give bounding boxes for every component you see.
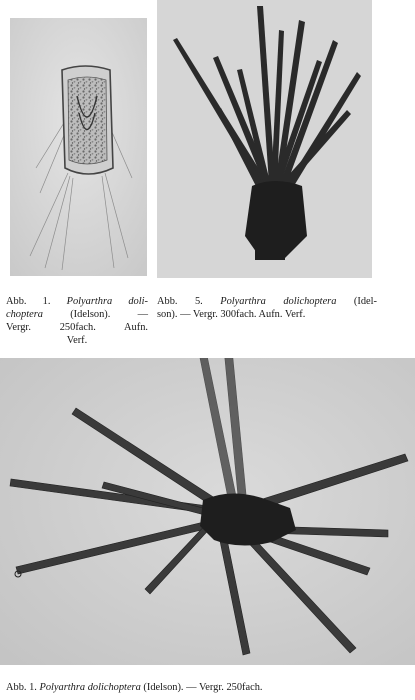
- caption-figure-1-large: [6, 681, 406, 694]
- figure-number: Abb. 1.: [6, 682, 37, 693]
- species-name: Polyarthra doli-: [66, 296, 148, 307]
- micrograph-top-right-image: [157, 0, 372, 278]
- figure-number: Abb. 5.: [157, 296, 203, 307]
- caption-figure-5: [157, 295, 377, 321]
- magnification-text: — Vergr. 250fach.: [186, 682, 263, 693]
- species-name: Polyarthra dolichoptera: [39, 682, 141, 693]
- magnification-text: — Vergr. 300fach. Aufn. Verf.: [180, 309, 306, 320]
- author-name: (Idelson).: [70, 309, 111, 320]
- caption-line-3: Vergr. 250fach. Aufn.: [6, 322, 148, 333]
- species-name: Polyarthra dolichoptera: [220, 296, 337, 307]
- caption-dash: —: [137, 309, 148, 320]
- micrograph-top-left: [10, 18, 147, 276]
- micrograph-bottom-image: [0, 358, 415, 665]
- figure-number: Abb. 1.: [6, 296, 51, 307]
- caption-line-2: [6, 308, 148, 321]
- species-name-cont: choptera: [6, 309, 43, 320]
- caption-figure-1-small: [6, 295, 148, 347]
- micrograph-top-right: [157, 0, 372, 278]
- caption-line-1: [157, 295, 377, 308]
- author-name-cont: son).: [157, 309, 178, 320]
- author-name: (Idel-: [353, 296, 377, 307]
- caption-credit: Verf.: [66, 335, 88, 346]
- author-name: (Idelson).: [143, 682, 184, 693]
- micrograph-top-left-image: [10, 18, 147, 276]
- caption-line-2: [157, 308, 377, 321]
- micrograph-bottom: [0, 358, 415, 665]
- caption-line-1: [6, 295, 148, 308]
